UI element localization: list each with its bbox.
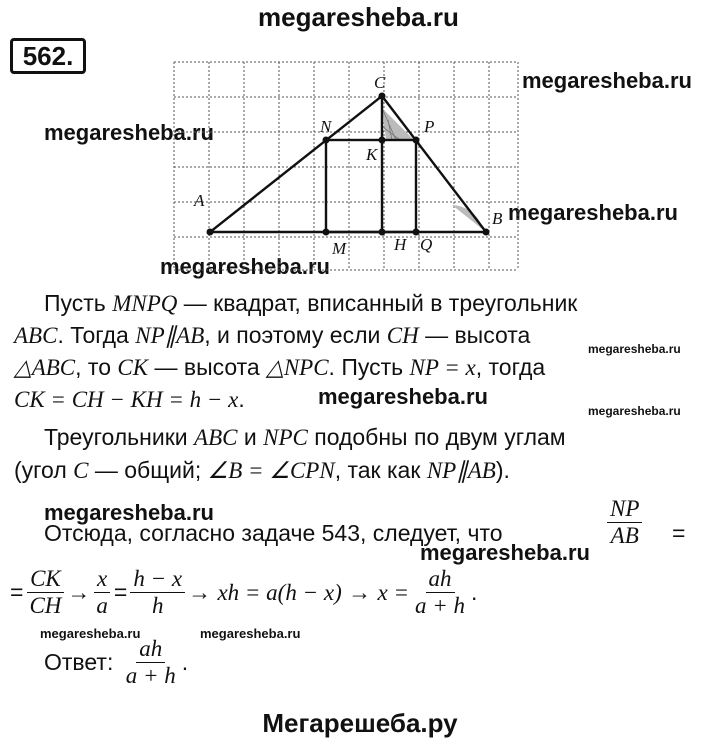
text-line-7: Отсюда, согласно задаче 543, следует, что xyxy=(44,520,503,546)
answer-fraction: $\frac{ah}{a + h}$ xyxy=(125,635,176,688)
label-q: Q xyxy=(420,235,433,254)
watermark: megaresheba.ru xyxy=(420,540,590,565)
equals-sign: = xyxy=(672,520,686,546)
answer-label: Ответ: xyxy=(44,648,114,675)
watermark: megaresheba.ru xyxy=(588,342,681,356)
label-m: M xyxy=(332,239,347,258)
problem-number: 562. xyxy=(10,38,86,74)
label-c: C xyxy=(374,73,386,92)
watermark: megaresheba.ru xyxy=(522,68,692,93)
label-a: A xyxy=(194,191,205,210)
watermark: megaresheba.ru xyxy=(588,404,681,418)
text-line-4: CK = CH − KH = h − x. xyxy=(14,386,245,412)
watermark-top: megaresheba.ru xyxy=(258,2,459,32)
watermark: megaresheba.ru xyxy=(200,626,301,641)
answer-line: Ответ: $\frac{ah}{a + h}$ . xyxy=(44,635,189,688)
triangle-abc xyxy=(210,96,486,232)
label-k: K xyxy=(366,145,378,164)
label-h: H xyxy=(394,235,407,254)
text-line-3: △ABC, то CK — высота △NPC. Пусть NP = x, тогда xyxy=(14,354,546,380)
angle-c-shade xyxy=(382,108,414,140)
text-line-6: (угол C — общий; ∠B = ∠CPN, так как NP∥AB). xyxy=(14,457,510,483)
watermark: megaresheba.ru xyxy=(40,626,141,641)
label-n: N xyxy=(320,117,332,136)
text-line-1: Пусть MNPQ — квадрат, вписанный в треугольник xyxy=(44,290,578,316)
geometry-figure xyxy=(170,58,522,274)
watermark: megaresheba.ru xyxy=(44,120,214,145)
label-p: P xyxy=(424,117,435,136)
formula-line: = $\frac{CK}{CH}$ → $\frac{x}{a}$ = $\frac{h - x}{h}$ → xh = a(h − x) → x = $\frac{ah}{a + h}$ . xyxy=(10,565,478,618)
footer-site-name: Мегарешеба.ру xyxy=(262,708,458,738)
watermark: megaresheba.ru xyxy=(508,200,678,225)
watermark: megaresheba.ru xyxy=(318,384,488,409)
watermark: megaresheba.ru xyxy=(44,500,214,525)
fraction-np-ab: $\frac{NP}{AB}$ xyxy=(604,496,645,549)
label-b: B xyxy=(492,209,503,228)
watermark: megaresheba.ru xyxy=(160,254,330,279)
text-line-5: Треугольники ABC и NPC подобны по двум углам xyxy=(44,424,566,450)
text-line-2: ABC. Тогда NP∥AB, и поэтому если CH — высота xyxy=(14,322,531,348)
